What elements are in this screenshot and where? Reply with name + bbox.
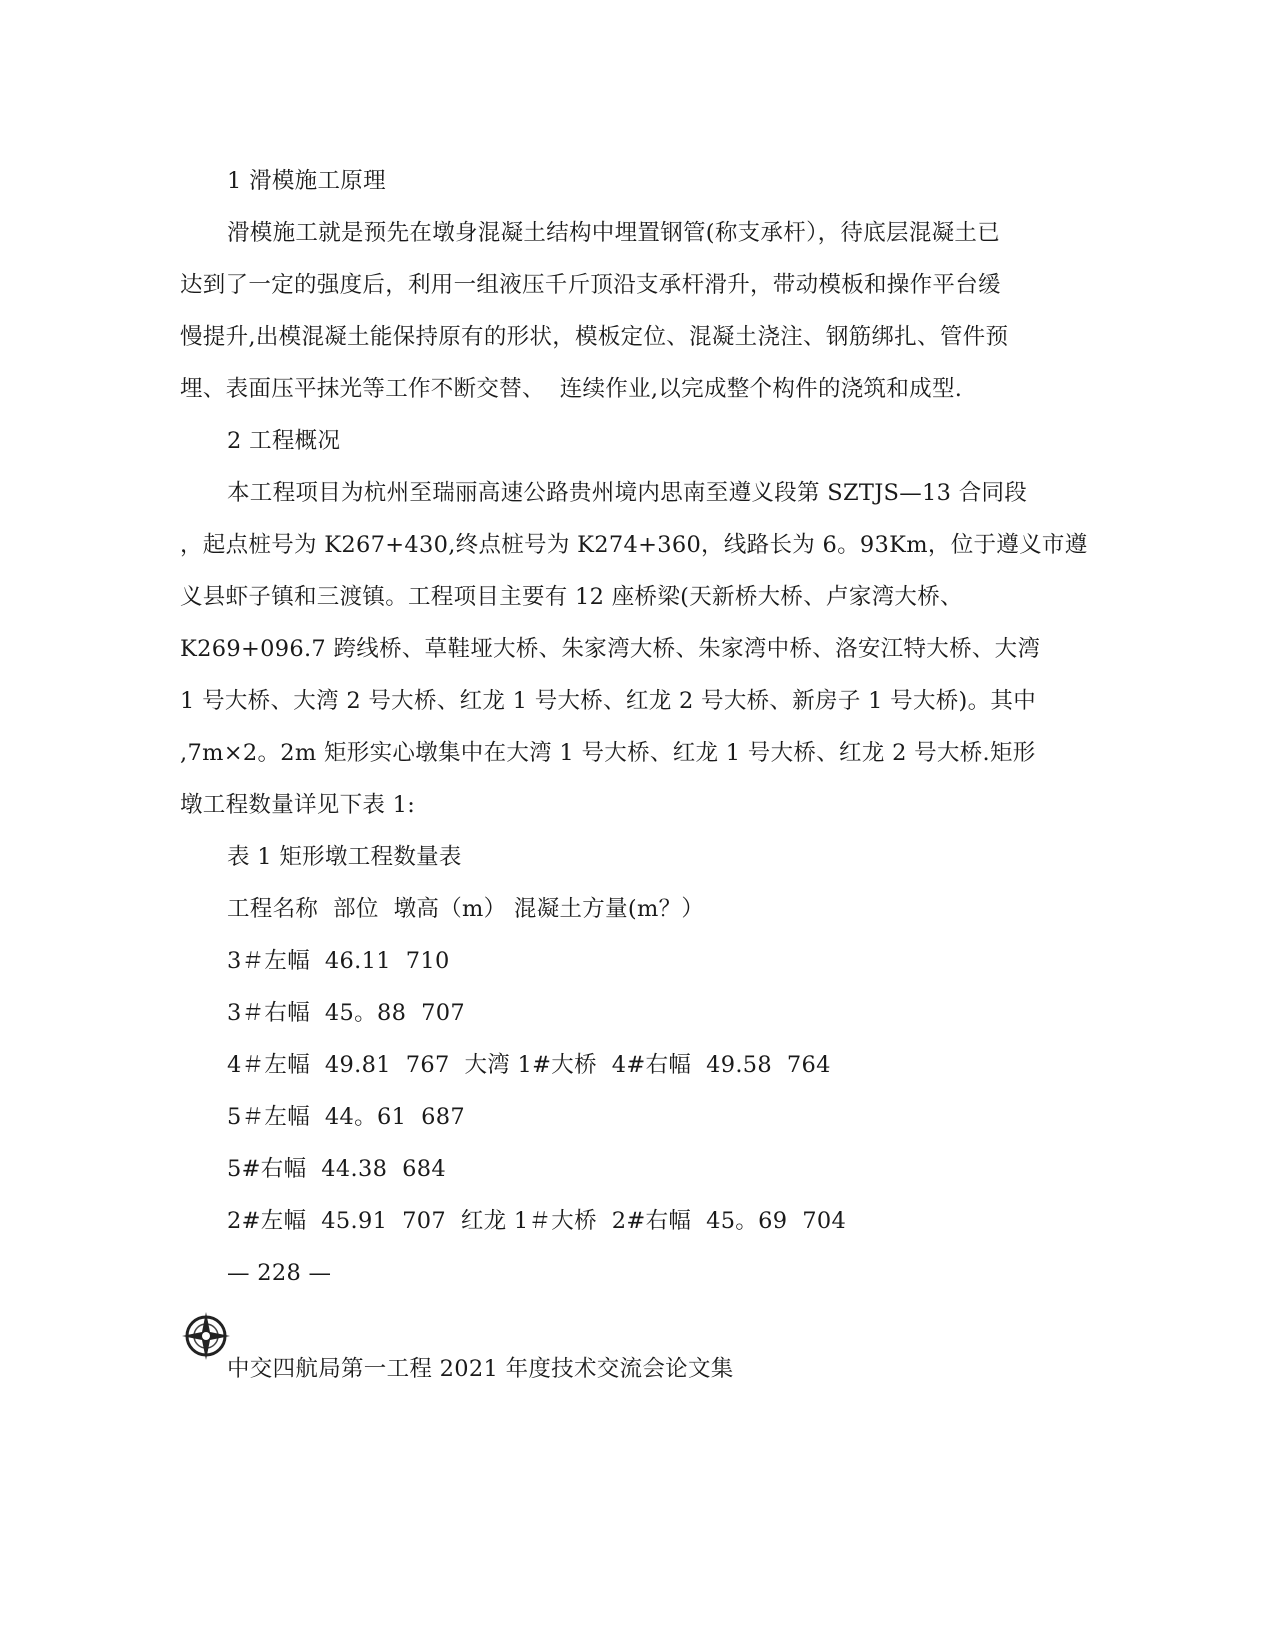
paragraph-line: 达到了一定的强度后，利用一组液压千斤顶沿支承杆滑升，带动模板和操作平台缓	[180, 272, 1001, 298]
paragraph-line: K269+096.7 跨线桥、草鞋垭大桥、朱家湾大桥、朱家湾中桥、洛安江特大桥、大湾	[180, 636, 1041, 662]
table-row: 3＃左幅 46.11 710	[227, 948, 450, 974]
table-header-row: 工程名称 部位 墩高（m） 混凝土方量(m？）	[227, 896, 705, 922]
paragraph-line: 墩工程数量详见下表 1:	[180, 792, 416, 818]
paragraph-line: 本工程项目为杭州至瑞丽高速公路贵州境内思南至遵义段第 SZTJS—13 合同段	[227, 480, 1028, 506]
paragraph-line: 义县虾子镇和三渡镇。工程项目主要有 12 座桥梁(天新桥大桥、卢家湾大桥、	[180, 584, 963, 610]
paragraph-line: 埋、表面压平抹光等工作不断交替、 连续作业,以完成整个构件的浇筑和成型.	[180, 376, 963, 402]
table-row: 5#右幅 44.38 684	[227, 1156, 446, 1182]
section-heading-overview: 2 工程概况	[227, 428, 341, 454]
page-number: — 228 —	[227, 1260, 332, 1286]
paragraph-line: ,7m×2。2m 矩形实心墩集中在大湾 1 号大桥、红龙 1 号大桥、红龙 2 号大桥.矩形	[180, 740, 1036, 766]
section-heading-principle: 1 滑模施工原理	[227, 168, 386, 194]
table-row: 4＃左幅 49.81 767 大湾 1#大桥 4#右幅 49.58 764	[227, 1052, 831, 1078]
compass-star-logo-icon	[180, 1310, 232, 1362]
paragraph-line: ，起点桩号为 K267+430,终点桩号为 K274+360，线路长为 6。93Km，位于遵义市遵	[180, 532, 1088, 558]
table-title: 表 1 矩形墩工程数量表	[227, 844, 462, 870]
table-row: 2#左幅 45.91 707 红龙 1＃大桥 2#右幅 45。69 704	[227, 1208, 847, 1234]
footer-title: 中交四航局第一工程 2021 年度技术交流会论文集	[227, 1356, 734, 1382]
paragraph-line: 1 号大桥、大湾 2 号大桥、红龙 1 号大桥、红龙 2 号大桥、新房子 1 号大桥)。其中	[180, 688, 1037, 714]
table-row: 5＃左幅 44。61 687	[227, 1104, 465, 1130]
paragraph-line: 滑模施工就是预先在墩身混凝土结构中埋置钢管(称支承杆），待底层混凝土已	[227, 220, 1001, 246]
paragraph-line: 慢提升,出模混凝土能保持原有的形状，模板定位、混凝土浇注、钢筋绑扎、管件预	[180, 324, 1009, 350]
table-row: 3＃右幅 45。88 707	[227, 1000, 465, 1026]
